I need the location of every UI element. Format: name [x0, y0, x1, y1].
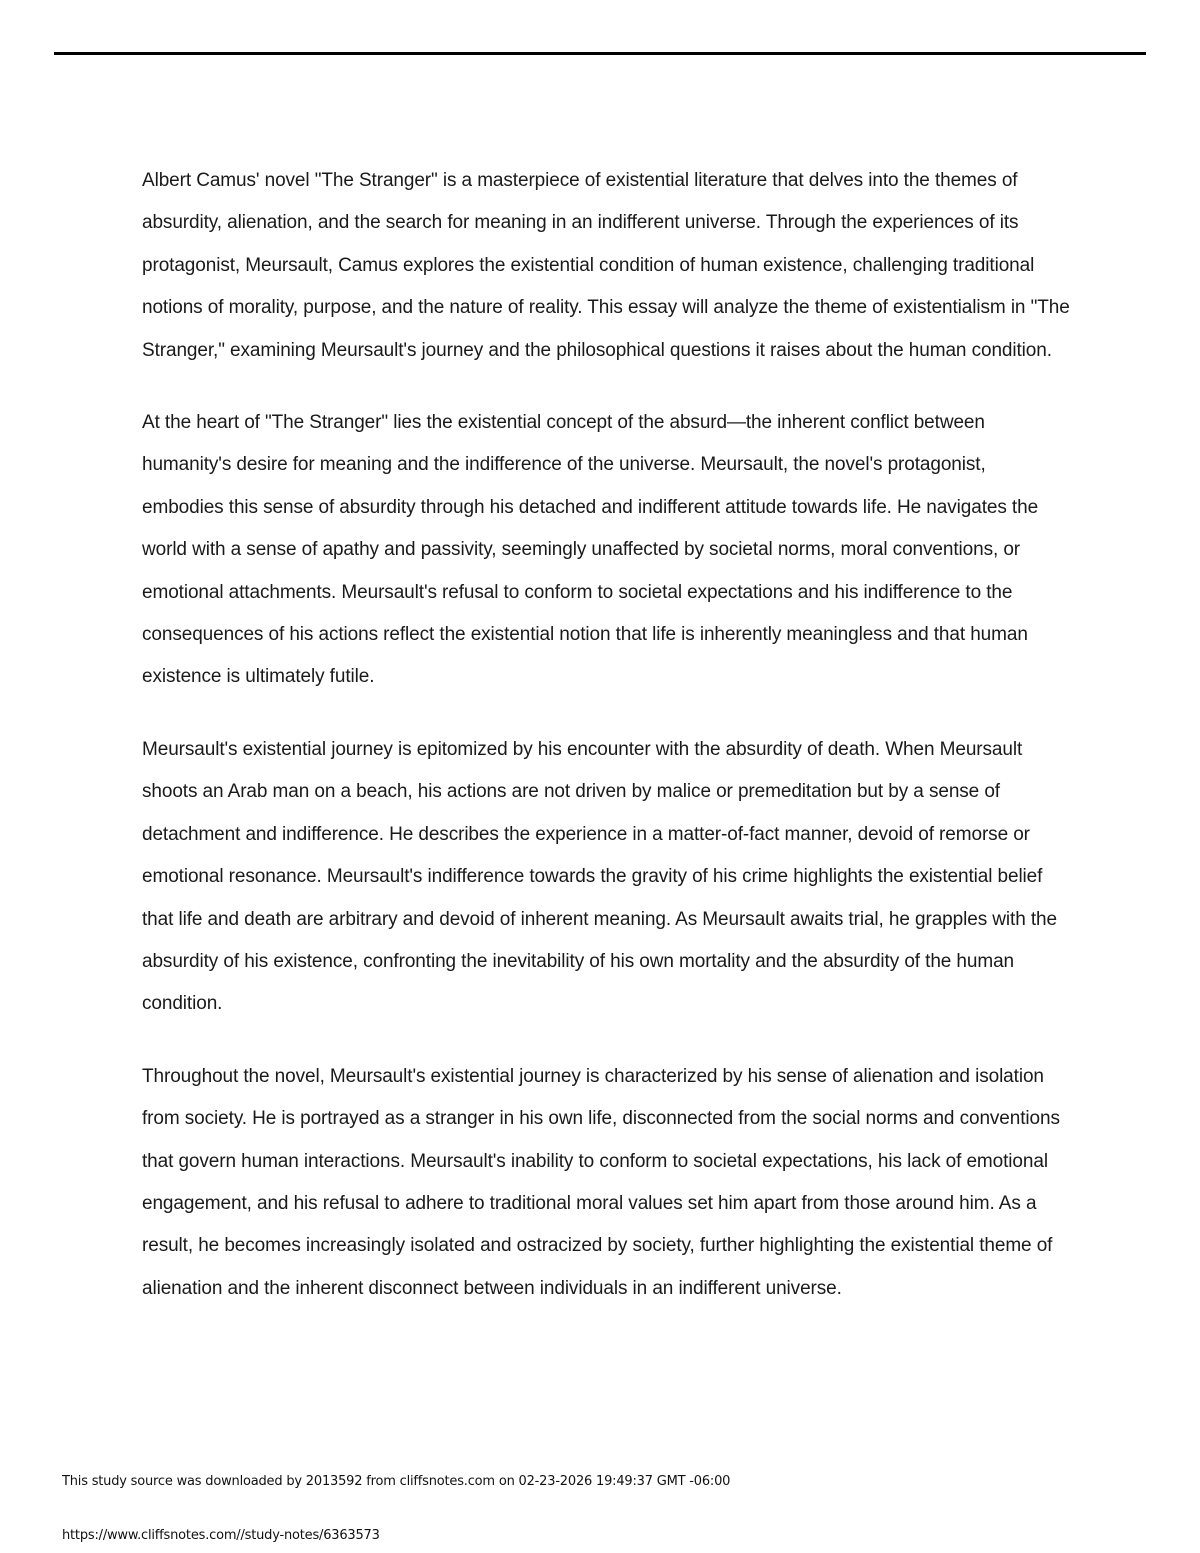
source-url-link[interactable]: https://www.cliffsnotes.com//study-notes/6363573 — [62, 1528, 380, 1543]
essay-paragraph-3: Meursault's existential journey is epitomized by his encounter with the absurdity of death. When Meursault shoots an Arab man on a beach, his actions are not driven by malice or premeditation but by a sense of detachment and indifference. He describes the experience in a matter-of-fact manner, devoid of remorse or emotional resonance. Meursault's indifference towards the gravity of his crime highlights the existential belief that life and death are arbitrary and devoid of inherent meaning. As Meursault awaits trial, he grapples with the absurdity of his existence, confronting the inevitability of his own mortality and the absurdity of the human condition. — [142, 738, 1057, 1015]
essay-body — [142, 160, 1072, 1340]
download-source-notice: This study source was downloaded by 2013592 from cliffsnotes.com on 02-23-2026 19:49:37 GMT -06:00 — [62, 1474, 731, 1489]
essay-paragraph-1: Albert Camus' novel "The Stranger" is a masterpiece of existential literature that delves into the themes of absurdity, alienation, and the search for meaning in an indifferent universe. Through the experiences of its protagonist, Meursault, Camus explores the existential condition of human existence, challenging traditional notions of morality, purpose, and the nature of reality. This essay will analyze the theme of existentialism in "The Stranger," examining Meursault's journey and the philosophical questions it raises about the human condition. — [142, 170, 1070, 361]
essay-paragraph-4: Throughout the novel, Meursault's existential journey is characterized by his sense of alienation and isolation from society. He is portrayed as a stranger in his own life, disconnected from the social norms and conventions that govern human interactions. Meursault's inability to conform to societal expectations, his lack of emotional engagement, and his refusal to adhere to traditional moral values set him apart from those around him. As a result, he becomes increasingly isolated and ostracized by society, further highlighting the existential theme of alienation and the inherent disconnect between individuals in an indifferent universe. — [142, 1065, 1060, 1299]
essay-paragraph-2: At the heart of "The Stranger" lies the existential concept of the absurd—the inherent conflict between humanity's desire for meaning and the indifference of the universe. Meursault, the novel's protagonist, embodies this sense of absurdity through his detached and indifferent attitude towards life. He navigates the world with a sense of apathy and passivity, seemingly unaffected by societal norms, moral conventions, or emotional attachments. Meursault's refusal to conform to societal expectations and his indifference to the consequences of his actions reflect the existential notion that life is inherently meaningless and that human existence is ultimately futile. — [142, 412, 1039, 688]
header-rule — [54, 52, 1146, 55]
